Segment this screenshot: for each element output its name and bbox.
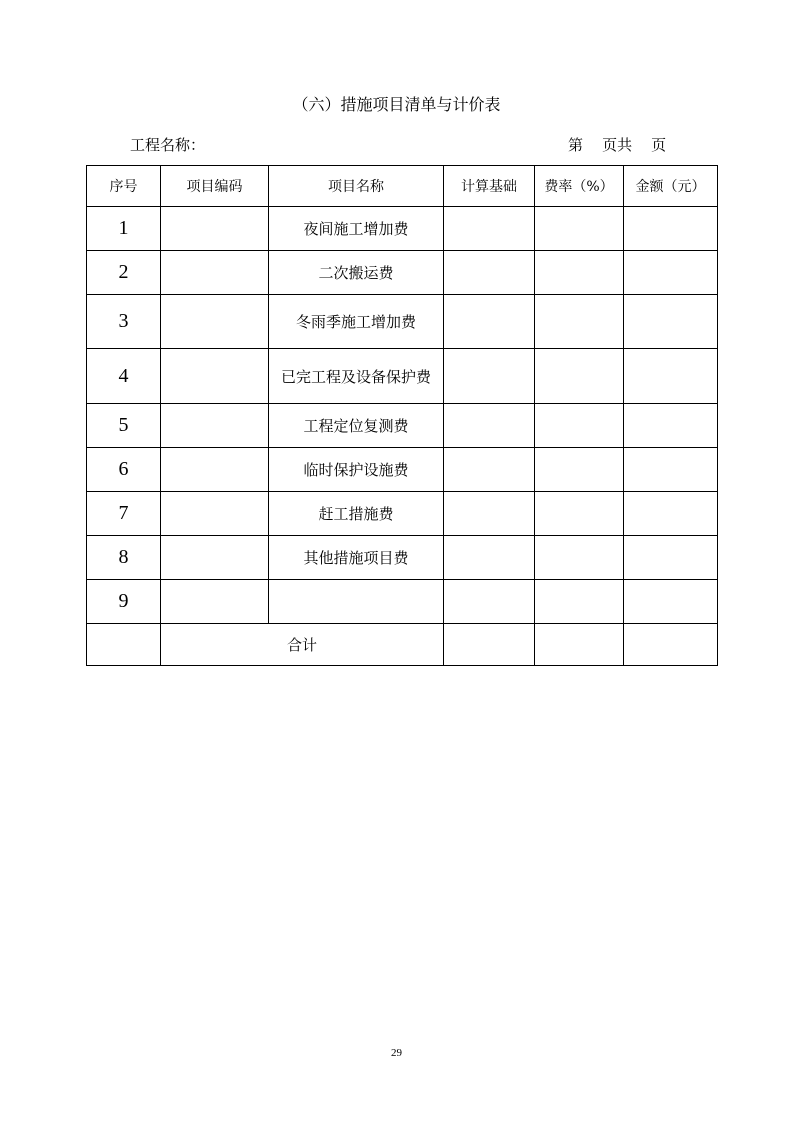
document-title: （六）措施项目清单与计价表: [292, 95, 501, 114]
row-serial-no: 3: [87, 295, 161, 349]
row-amount: [624, 207, 718, 251]
row-serial-no: 2: [87, 251, 161, 295]
total-serial-cell: [87, 624, 161, 666]
row-amount: [624, 349, 718, 404]
row-serial-no: 1: [87, 207, 161, 251]
total-calc-basis: [444, 624, 535, 666]
table-row: [87, 207, 718, 251]
row-serial-no: 8: [87, 536, 161, 580]
row-rate: [535, 448, 624, 492]
header-item-name: 项目名称: [269, 166, 444, 207]
row-item-code: [161, 349, 269, 404]
table-row: [87, 349, 718, 404]
page-number: 29: [391, 1047, 402, 1059]
row-amount: [624, 295, 718, 349]
row-calc-basis: [444, 448, 535, 492]
row-item-code: [161, 295, 269, 349]
row-serial-no: 6: [87, 448, 161, 492]
total-label: 合计: [161, 624, 444, 666]
table-row: [87, 251, 718, 295]
row-calc-basis: [444, 404, 535, 448]
total-rate: [535, 624, 624, 666]
row-item-code: [161, 448, 269, 492]
row-calc-basis: [444, 251, 535, 295]
row-amount: [624, 448, 718, 492]
page-info: 第 页共 页: [568, 136, 667, 154]
row-serial-no: 4: [87, 349, 161, 404]
total-row: [87, 624, 718, 666]
row-calc-basis: [444, 207, 535, 251]
table-row: [87, 295, 718, 349]
header-amount: 金额（元）: [624, 166, 718, 207]
row-amount: [624, 492, 718, 536]
measures-table: [86, 165, 718, 666]
row-rate: [535, 580, 624, 624]
row-item-code: [161, 207, 269, 251]
row-item-name: 已完工程及设备保护费: [269, 349, 444, 404]
row-rate: [535, 349, 624, 404]
row-item-name: 其他措施项目费: [269, 536, 444, 580]
row-item-name: 冬雨季施工增加费: [269, 295, 444, 349]
row-serial-no: 7: [87, 492, 161, 536]
table-row: [87, 536, 718, 580]
total-amount: [624, 624, 718, 666]
row-item-name: 夜间施工增加费: [269, 207, 444, 251]
row-serial-no: 5: [87, 404, 161, 448]
header-item-code: 项目编码: [161, 166, 269, 207]
row-rate: [535, 492, 624, 536]
row-item-name: 赶工措施费: [269, 492, 444, 536]
row-item-name: 工程定位复测费: [269, 404, 444, 448]
table-row: [87, 492, 718, 536]
row-item-code: [161, 536, 269, 580]
row-item-code: [161, 251, 269, 295]
row-calc-basis: [444, 349, 535, 404]
table-row: [87, 580, 718, 624]
row-item-name: [269, 580, 444, 624]
header-calc-basis: 计算基础: [444, 166, 535, 207]
row-amount: [624, 404, 718, 448]
header-rate: 费率（%）: [535, 166, 624, 207]
row-serial-no: 9: [87, 580, 161, 624]
row-amount: [624, 536, 718, 580]
row-item-code: [161, 492, 269, 536]
row-item-code: [161, 580, 269, 624]
row-calc-basis: [444, 536, 535, 580]
row-item-code: [161, 404, 269, 448]
row-calc-basis: [444, 580, 535, 624]
row-rate: [535, 536, 624, 580]
row-rate: [535, 295, 624, 349]
row-rate: [535, 404, 624, 448]
row-rate: [535, 251, 624, 295]
row-rate: [535, 207, 624, 251]
row-amount: [624, 251, 718, 295]
table-header-row: [87, 166, 718, 207]
row-amount: [624, 580, 718, 624]
row-item-name: 二次搬运费: [269, 251, 444, 295]
table-row: [87, 404, 718, 448]
table-row: [87, 448, 718, 492]
row-calc-basis: [444, 295, 535, 349]
row-calc-basis: [444, 492, 535, 536]
project-name-label: 工程名称：: [130, 136, 206, 154]
row-item-name: 临时保护设施费: [269, 448, 444, 492]
header-serial-no: 序号: [87, 166, 161, 207]
